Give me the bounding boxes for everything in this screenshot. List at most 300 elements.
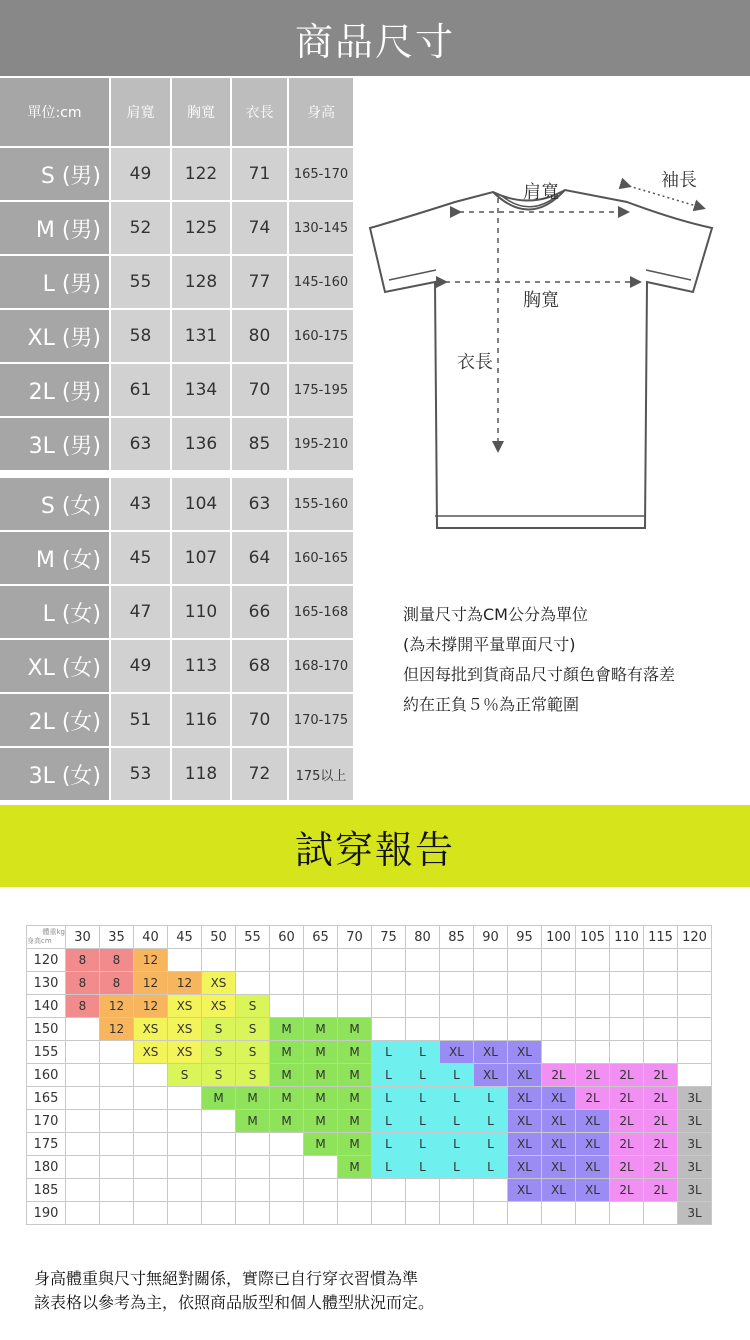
fit-cell: 2L <box>610 1064 644 1087</box>
fit-cell <box>66 1064 100 1087</box>
size-value: 43 <box>111 478 172 532</box>
tshirt-outline <box>370 190 712 528</box>
fit-cell: 12 <box>134 995 168 1018</box>
size-value: 113 <box>172 640 232 694</box>
fit-banner <box>0 805 750 887</box>
fit-cell <box>406 1018 440 1041</box>
fit-cell: XS <box>134 1041 168 1064</box>
fit-cell <box>440 1202 474 1225</box>
size-value: 136 <box>172 418 232 472</box>
fit-cell: L <box>406 1133 440 1156</box>
height-label: 150 <box>27 1018 66 1041</box>
size-label: 2L (男) <box>0 364 111 418</box>
fit-cell: XS <box>202 972 236 995</box>
header-cell: 肩寬 <box>111 78 172 148</box>
size-value: 80 <box>232 310 289 364</box>
fit-cell: 2L <box>610 1110 644 1133</box>
fit-cell <box>134 1133 168 1156</box>
size-value: 131 <box>172 310 232 364</box>
fit-cell <box>236 1179 270 1202</box>
fit-cell <box>168 1087 202 1110</box>
fit-cell: S <box>236 1018 270 1041</box>
height-label: 130 <box>27 972 66 995</box>
fit-cell: M <box>270 1064 304 1087</box>
height-label: 140 <box>27 995 66 1018</box>
fit-cell: S <box>202 1064 236 1087</box>
size-value: 155-160 <box>289 478 355 532</box>
fit-cell <box>542 995 576 1018</box>
size-value: 116 <box>172 694 232 748</box>
size-label: L (女) <box>0 586 111 640</box>
fit-cell <box>644 1202 678 1225</box>
size-value: 128 <box>172 256 232 310</box>
fit-cell: 3L <box>678 1133 712 1156</box>
fit-chart <box>26 925 712 1225</box>
fit-cell <box>100 1133 134 1156</box>
fit-cell <box>270 1156 304 1179</box>
fit-cell <box>134 1202 168 1225</box>
size-value: 70 <box>232 364 289 418</box>
height-label: 120 <box>27 949 66 972</box>
fit-cell: L <box>406 1156 440 1179</box>
size-value: 49 <box>111 640 172 694</box>
fit-cell <box>542 949 576 972</box>
tshirt-diagram <box>365 150 715 535</box>
fit-cell <box>610 1041 644 1064</box>
weight-header: 100 <box>542 926 576 949</box>
size-value: 68 <box>232 640 289 694</box>
fit-cell: 2L <box>644 1179 678 1202</box>
fit-cell: M <box>236 1110 270 1133</box>
fit-cell: 2L <box>610 1156 644 1179</box>
size-table <box>0 78 355 802</box>
size-value: 175以上 <box>289 748 355 802</box>
fit-cell <box>406 995 440 1018</box>
fit-row <box>27 1041 712 1064</box>
size-value: 61 <box>111 364 172 418</box>
size-value: 70 <box>232 694 289 748</box>
fit-cell <box>610 1202 644 1225</box>
fit-cell <box>202 949 236 972</box>
fit-cell: M <box>338 1018 372 1041</box>
size-value: 64 <box>232 532 289 586</box>
size-value: 110 <box>172 586 232 640</box>
fit-cell: M <box>338 1087 372 1110</box>
fit-cell <box>610 995 644 1018</box>
note-line: 但因每批到貨商品尺寸顏色會略有落差 <box>403 665 676 684</box>
fit-cell <box>678 1041 712 1064</box>
fit-cell <box>100 1041 134 1064</box>
fit-cell: XL <box>542 1087 576 1110</box>
shoulder-label: 肩寬 <box>523 182 559 203</box>
fit-cell: 3L <box>678 1087 712 1110</box>
fit-cell <box>610 972 644 995</box>
size-value: 168-170 <box>289 640 355 694</box>
size-value: 160-165 <box>289 532 355 586</box>
fit-cell <box>100 1110 134 1133</box>
fit-cell <box>372 1018 406 1041</box>
fit-row <box>27 1179 712 1202</box>
header-cell: 胸寬 <box>172 78 232 148</box>
height-label: 160 <box>27 1064 66 1087</box>
fit-cell: 2L <box>610 1087 644 1110</box>
fit-cell: XL <box>508 1156 542 1179</box>
size-banner <box>0 0 750 76</box>
fit-cell: XS <box>202 995 236 1018</box>
size-label: XL (男) <box>0 310 111 364</box>
weight-header: 30 <box>66 926 100 949</box>
size-value: 195-210 <box>289 418 355 472</box>
fit-cell <box>372 1179 406 1202</box>
size-value: 165-170 <box>289 148 355 202</box>
fit-cell: 2L <box>644 1087 678 1110</box>
height-label: 190 <box>27 1202 66 1225</box>
fit-cell <box>372 949 406 972</box>
fit-cell: XS <box>168 1018 202 1041</box>
fit-cell: XL <box>542 1110 576 1133</box>
fit-cell: 2L <box>644 1064 678 1087</box>
fit-cell: M <box>338 1110 372 1133</box>
fit-cell: 2L <box>644 1110 678 1133</box>
fit-cell <box>440 1018 474 1041</box>
fit-cell: L <box>372 1041 406 1064</box>
fit-cell <box>474 995 508 1018</box>
fit-row <box>27 1133 712 1156</box>
height-label: 155 <box>27 1041 66 1064</box>
size-value: 74 <box>232 202 289 256</box>
footer-line: 該表格以參考為主，依照商品版型和個人體型狀況而定。 <box>34 1293 435 1312</box>
weight-header: 55 <box>236 926 270 949</box>
fit-cell <box>406 949 440 972</box>
fit-cell <box>644 1041 678 1064</box>
weight-header: 45 <box>168 926 202 949</box>
fit-cell <box>134 1156 168 1179</box>
fit-cell <box>474 949 508 972</box>
fit-cell <box>542 1041 576 1064</box>
fit-cell: XL <box>576 1179 610 1202</box>
size-table-row <box>0 478 355 532</box>
weight-header: 115 <box>644 926 678 949</box>
fit-cell <box>236 1156 270 1179</box>
fit-cell <box>474 1202 508 1225</box>
fit-cell: 8 <box>66 949 100 972</box>
fit-cell: 12 <box>134 949 168 972</box>
fit-cell: XL <box>576 1133 610 1156</box>
fit-cell <box>66 1110 100 1133</box>
fit-banner-title: 試穿報告 <box>294 827 455 872</box>
fit-cell <box>100 1202 134 1225</box>
size-label: 3L (女) <box>0 748 111 802</box>
fit-cell: M <box>270 1110 304 1133</box>
size-value: 47 <box>111 586 172 640</box>
corner-weight-label: 體重kg <box>42 928 65 936</box>
fit-cell <box>372 972 406 995</box>
fit-cell <box>678 949 712 972</box>
fit-cell <box>576 949 610 972</box>
size-label: 2L (女) <box>0 694 111 748</box>
fit-cell: L <box>474 1133 508 1156</box>
header-cell: 身高 <box>289 78 355 148</box>
fit-cell: M <box>338 1041 372 1064</box>
fit-cell: S <box>168 1064 202 1087</box>
size-value: 118 <box>172 748 232 802</box>
fit-row <box>27 972 712 995</box>
size-value: 72 <box>232 748 289 802</box>
header-cell: 單位:cm <box>0 78 111 148</box>
weight-header: 75 <box>372 926 406 949</box>
fit-cell: L <box>372 1133 406 1156</box>
fit-cell: 2L <box>542 1064 576 1087</box>
note-line: 測量尺寸為CM公分為單位 <box>403 605 588 624</box>
note-line: (為未撐開平量單面尺寸) <box>403 635 576 654</box>
fit-cell <box>644 949 678 972</box>
fit-cell: 3L <box>678 1156 712 1179</box>
weight-header: 50 <box>202 926 236 949</box>
fit-cell: 12 <box>100 1018 134 1041</box>
fit-cell <box>508 1018 542 1041</box>
weight-header: 120 <box>678 926 712 949</box>
fit-cell: 3L <box>678 1179 712 1202</box>
fit-cell: M <box>304 1041 338 1064</box>
fit-cell: L <box>440 1064 474 1087</box>
fit-cell: M <box>236 1087 270 1110</box>
fit-cell <box>134 1064 168 1087</box>
size-value: 165-168 <box>289 586 355 640</box>
weight-header: 80 <box>406 926 440 949</box>
fit-row <box>27 949 712 972</box>
height-label: 165 <box>27 1087 66 1110</box>
fit-cell <box>236 949 270 972</box>
size-table-row <box>0 310 355 364</box>
fit-cell: XS <box>134 1018 168 1041</box>
fit-cell: L <box>474 1110 508 1133</box>
weight-header: 110 <box>610 926 644 949</box>
fit-cell: L <box>474 1156 508 1179</box>
note-line: 約在正負５％為正常範圍 <box>403 695 580 714</box>
fit-cell: L <box>440 1133 474 1156</box>
size-table-row <box>0 148 355 202</box>
header-cell: 衣長 <box>232 78 289 148</box>
fit-cell: XL <box>576 1110 610 1133</box>
fit-cell: 2L <box>644 1133 678 1156</box>
weight-header: 70 <box>338 926 372 949</box>
size-label: M (女) <box>0 532 111 586</box>
fit-cell <box>100 1087 134 1110</box>
fit-cell <box>474 972 508 995</box>
fit-cell <box>66 1018 100 1041</box>
fit-cell <box>304 1202 338 1225</box>
fit-cell: L <box>474 1087 508 1110</box>
size-value: 63 <box>232 478 289 532</box>
fit-row <box>27 1110 712 1133</box>
fit-cell: S <box>202 1041 236 1064</box>
size-value: 71 <box>232 148 289 202</box>
fit-cell <box>270 972 304 995</box>
fit-cell <box>168 1179 202 1202</box>
fit-cell <box>474 1018 508 1041</box>
fit-cell: 2L <box>610 1179 644 1202</box>
fit-cell <box>644 995 678 1018</box>
fit-cell <box>304 1179 338 1202</box>
weight-header: 60 <box>270 926 304 949</box>
size-value: 45 <box>111 532 172 586</box>
fit-cell <box>406 1202 440 1225</box>
size-label: 3L (男) <box>0 418 111 472</box>
fit-cell: M <box>304 1110 338 1133</box>
fit-cell <box>202 1156 236 1179</box>
measurement-note <box>403 600 675 720</box>
fit-cell <box>338 949 372 972</box>
size-table-row <box>0 640 355 694</box>
weight-header: 95 <box>508 926 542 949</box>
size-value: 104 <box>172 478 232 532</box>
fit-cell: M <box>304 1087 338 1110</box>
fit-cell: 8 <box>66 995 100 1018</box>
fit-cell: L <box>372 1110 406 1133</box>
fit-cell: 8 <box>100 949 134 972</box>
size-table-row <box>0 202 355 256</box>
fit-cell: L <box>406 1041 440 1064</box>
length-label: 衣長 <box>457 352 493 373</box>
fit-cell: 3L <box>678 1202 712 1225</box>
fit-row <box>27 995 712 1018</box>
fit-cell <box>304 972 338 995</box>
fit-cell: 2L <box>576 1087 610 1110</box>
fit-cell <box>304 1156 338 1179</box>
size-label: L (男) <box>0 256 111 310</box>
size-table-row <box>0 418 355 472</box>
fit-cell: L <box>406 1110 440 1133</box>
fit-cell: 2L <box>610 1133 644 1156</box>
fit-cell <box>338 972 372 995</box>
fit-cell: M <box>338 1156 372 1179</box>
fit-cell: 8 <box>100 972 134 995</box>
fit-cell <box>440 995 474 1018</box>
fit-row <box>27 1018 712 1041</box>
fit-cell: XL <box>508 1041 542 1064</box>
fit-cell: L <box>372 1156 406 1179</box>
size-value: 107 <box>172 532 232 586</box>
weight-header: 35 <box>100 926 134 949</box>
fit-row <box>27 1202 712 1225</box>
fit-cell <box>644 1018 678 1041</box>
fit-cell <box>202 1202 236 1225</box>
fit-cell <box>610 949 644 972</box>
fit-corner <box>27 926 66 949</box>
fit-cell <box>542 972 576 995</box>
fit-cell <box>576 1018 610 1041</box>
fit-cell <box>508 995 542 1018</box>
weight-header: 40 <box>134 926 168 949</box>
fit-cell: XL <box>508 1087 542 1110</box>
fit-cell: L <box>440 1156 474 1179</box>
size-value: 49 <box>111 148 172 202</box>
fit-cell <box>576 1041 610 1064</box>
size-value: 63 <box>111 418 172 472</box>
fit-cell <box>236 972 270 995</box>
fit-cell: XS <box>168 1041 202 1064</box>
size-label: M (男) <box>0 202 111 256</box>
fit-cell <box>440 972 474 995</box>
fit-cell <box>66 1202 100 1225</box>
fit-cell <box>576 1202 610 1225</box>
fit-cell <box>542 1202 576 1225</box>
fit-row <box>27 1087 712 1110</box>
fit-cell <box>134 1087 168 1110</box>
footer-line: 身高體重與尺寸無絕對關係，實際已自行穿衣習慣為準 <box>34 1269 419 1288</box>
fit-cell <box>202 1110 236 1133</box>
fit-cell <box>406 1179 440 1202</box>
fit-cell <box>406 972 440 995</box>
size-value: 85 <box>232 418 289 472</box>
size-table-header <box>0 78 355 148</box>
fit-cell <box>202 1179 236 1202</box>
fit-cell <box>678 972 712 995</box>
fit-cell: 12 <box>100 995 134 1018</box>
fit-cell: 2L <box>644 1156 678 1179</box>
size-value: 170-175 <box>289 694 355 748</box>
fit-cell <box>678 1064 712 1087</box>
size-label: S (女) <box>0 478 111 532</box>
fit-cell <box>66 1156 100 1179</box>
size-table-row <box>0 586 355 640</box>
fit-cell: XS <box>168 995 202 1018</box>
fit-cell <box>270 949 304 972</box>
size-table-row <box>0 532 355 586</box>
fit-cell: M <box>304 1018 338 1041</box>
fit-cell: XL <box>576 1156 610 1179</box>
fit-cell <box>678 1018 712 1041</box>
fit-cell: L <box>440 1110 474 1133</box>
fit-cell: XL <box>542 1133 576 1156</box>
fit-cell <box>678 995 712 1018</box>
fit-cell <box>100 1179 134 1202</box>
fit-cell <box>236 1202 270 1225</box>
fit-cell <box>644 972 678 995</box>
fit-cell: M <box>304 1133 338 1156</box>
fit-cell <box>474 1179 508 1202</box>
size-value: 55 <box>111 256 172 310</box>
fit-cell <box>66 1041 100 1064</box>
fit-cell: L <box>440 1087 474 1110</box>
weight-header: 85 <box>440 926 474 949</box>
size-label: S (男) <box>0 148 111 202</box>
fit-cell <box>202 1133 236 1156</box>
fit-cell <box>270 1133 304 1156</box>
chest-label: 胸寬 <box>523 290 559 311</box>
fit-cell: XL <box>508 1133 542 1156</box>
fit-cell: M <box>270 1087 304 1110</box>
fit-cell: XL <box>542 1179 576 1202</box>
size-value: 122 <box>172 148 232 202</box>
size-value: 77 <box>232 256 289 310</box>
fit-cell: 8 <box>66 972 100 995</box>
size-value: 145-160 <box>289 256 355 310</box>
fit-cell <box>100 1156 134 1179</box>
fit-cell: M <box>338 1133 372 1156</box>
fit-cell <box>372 1202 406 1225</box>
corner-height-label: 身高cm <box>27 937 52 945</box>
fit-cell <box>134 1179 168 1202</box>
fit-cell <box>610 1018 644 1041</box>
fit-cell: XL <box>508 1179 542 1202</box>
fit-cell: XL <box>474 1064 508 1087</box>
size-value: 66 <box>232 586 289 640</box>
fit-cell <box>168 1133 202 1156</box>
size-label: XL (女) <box>0 640 111 694</box>
fit-cell: S <box>202 1018 236 1041</box>
fit-cell: 12 <box>134 972 168 995</box>
